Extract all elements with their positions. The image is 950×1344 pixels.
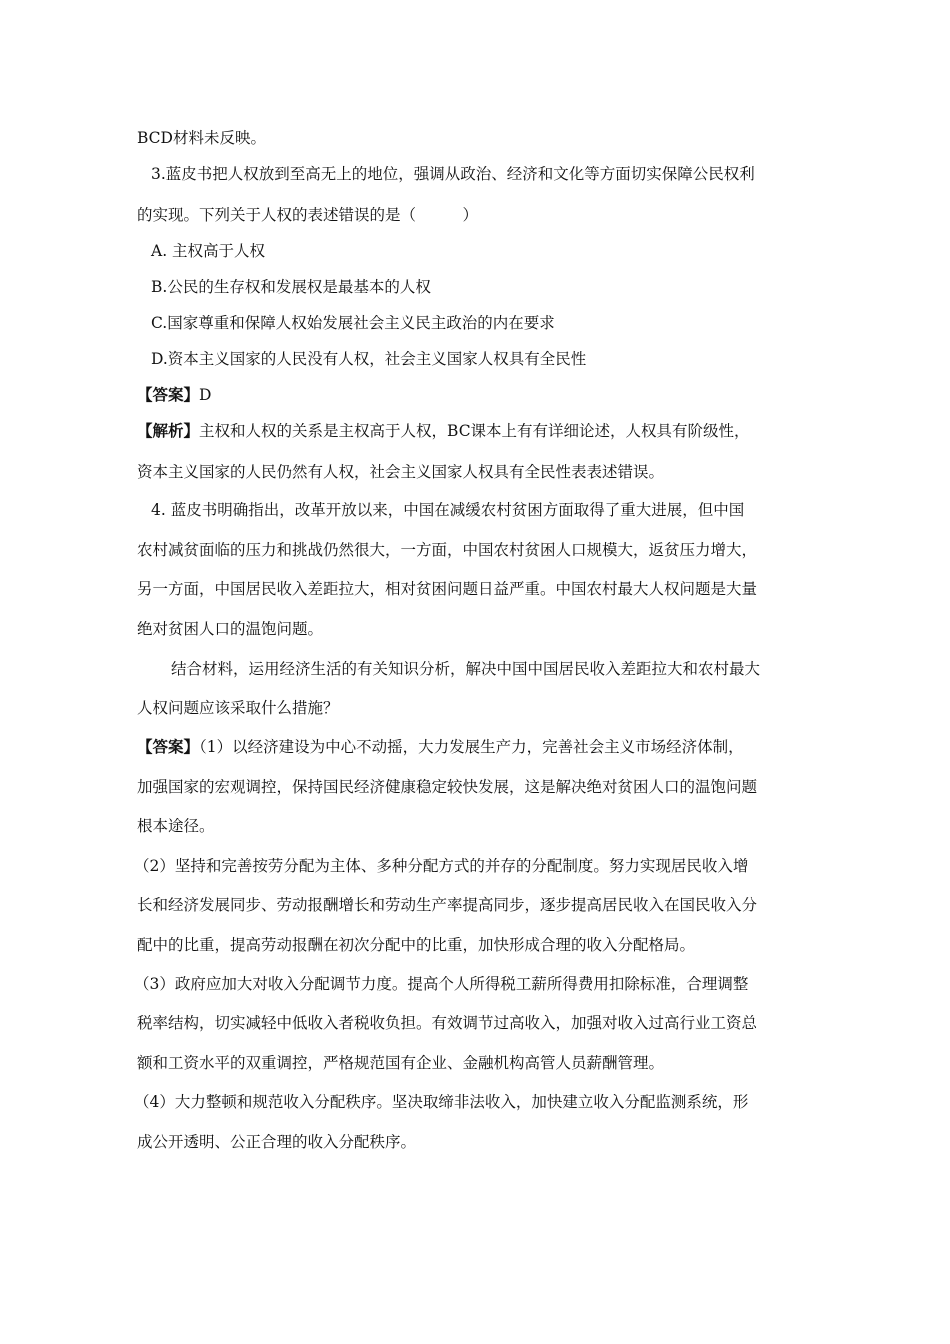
q3-option-a: A. 主权高于人权 xyxy=(151,242,266,260)
q3-analysis-line-1 xyxy=(137,421,750,441)
q4-answer-point-2-line-1: （2）坚持和完善按劳分配为主体、多种分配方式的并存的分配制度。努力实现居民收入增 xyxy=(134,857,749,875)
q4-answer-line-1 xyxy=(137,737,744,757)
q4-question-line-2: 人权问题应该采取什么措施？ xyxy=(137,699,339,717)
q3-stem-line-1: 3.蓝皮书把人权放到至高无上的地位，强调从政治、经济和文化等方面切实保障公民权利 xyxy=(151,165,755,183)
q4-answer-point-4-line-2: 成公开透明、公正合理的收入分配秩序。 xyxy=(137,1133,417,1151)
q4-stem-line-3: 另一方面，中国居民收入差距拉大，相对贫困问题日益严重。中国农村最大人权问题是大量 xyxy=(137,580,758,598)
q3-analysis-text: 主权和人权的关系是主权高于人权，BC课本上有有详细论述，人权具有阶级性， xyxy=(199,422,750,440)
q4-answer-point-3-line-2: 税率结构，切实减轻中低收入者税收负担。有效调节过高收入，加强对收入过高行业工资总 xyxy=(137,1014,758,1032)
q3-option-b: B.公民的生存权和发展权是最基本的人权 xyxy=(151,278,431,296)
q3-analysis-line-2: 资本主义国家的人民仍然有人权，社会主义国家人权具有全民性表表述错误。 xyxy=(137,463,665,481)
q4-answer-line-2: 加强国家的宏观调控，保持国民经济健康稳定较快发展，这是解决绝对贫困人口的温饱问题 xyxy=(137,778,758,796)
q4-answer-label: 【答案】 xyxy=(137,737,200,756)
q3-answer xyxy=(137,385,211,405)
q4-question-line-1: 结合材料，运用经济生活的有关知识分析，解决中国中国居民收入差距拉大和农村最大 xyxy=(171,660,761,678)
q3-answer-value: D xyxy=(199,386,212,404)
q3-analysis-label: 【解析】 xyxy=(137,421,200,440)
intro-line: BCD材料未反映。 xyxy=(137,129,266,147)
q3-option-d: D.资本主义国家的人民没有人权，社会主义国家人权具有全民性 xyxy=(151,350,587,368)
q3-stem-line-2: 的实现。下列关于人权的表述错误的是（ ） xyxy=(137,206,479,224)
q3-answer-label: 【答案】 xyxy=(137,385,200,404)
q3-option-c: C.国家尊重和保障人权始发展社会主义民主政治的内在要求 xyxy=(151,314,555,332)
q4-answer-point-3-line-1: （3）政府应加大对收入分配调节力度。提高个人所得税工薪所得费用扣除标准，合理调整 xyxy=(134,975,749,993)
q4-stem-line-1: 4. 蓝皮书明确指出，改革开放以来，中国在减缓农村贫困方面取得了重大进展，但中国 xyxy=(151,501,745,519)
q4-answer-point-2-line-3: 配中的比重，提高劳动报酬在初次分配中的比重，加快形成合理的收入分配格局。 xyxy=(137,936,696,954)
q4-answer-point-4-line-1: （4）大力整顿和规范收入分配秩序。坚决取缔非法收入，加快建立收入分配监测系统，形 xyxy=(134,1093,749,1111)
q4-answer-point-3-line-3: 额和工资水平的双重调控，严格规范国有企业、金融机构高管人员薪酬管理。 xyxy=(137,1054,665,1072)
q4-stem-line-2: 农村减贫面临的压力和挑战仍然很大，一方面，中国农村贫困人口规模大，返贫压力增大， xyxy=(137,541,758,559)
q4-answer-point-1-text: （1）以经济建设为中心不动摇，大力发展生产力，完善社会主义市场经济体制， xyxy=(199,738,744,756)
q4-answer-line-3: 根本途径。 xyxy=(137,817,215,835)
q4-answer-point-2-line-2: 长和经济发展同步、劳动报酬增长和劳动生产率提高同步，逐步提高居民收入在国民收入分 xyxy=(137,896,758,914)
q4-stem-line-4: 绝对贫困人口的温饱问题。 xyxy=(137,620,324,638)
